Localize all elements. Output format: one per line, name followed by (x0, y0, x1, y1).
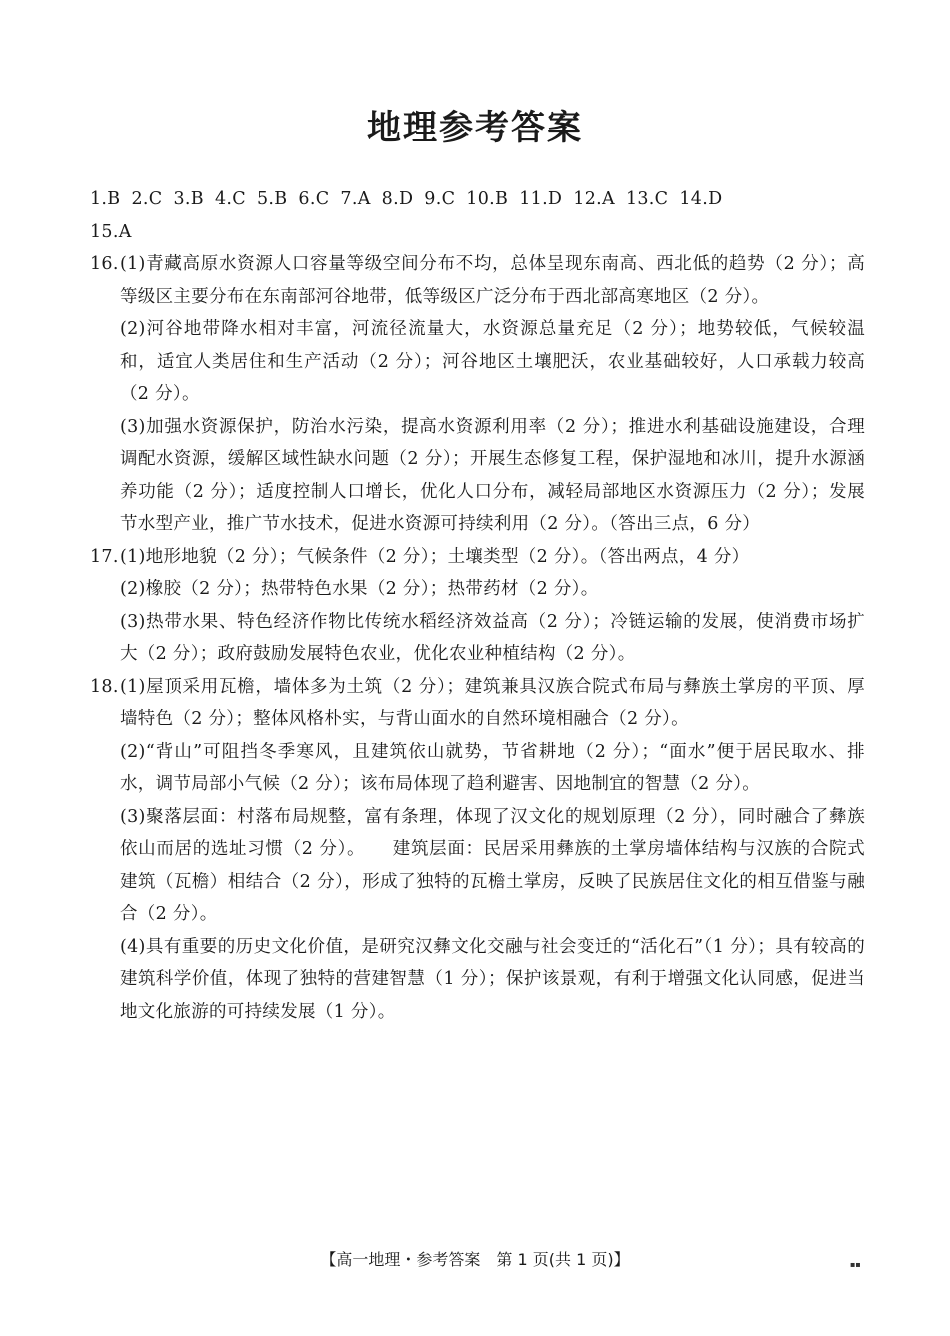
answer-part: (1)屋顶采用瓦檐，墙体多为土筑（2 分）；建筑兼具汉族合院式布局与彝族土掌房的平顶、厚墙特色（2 分）；整体风格朴实，与背山面水的自然环境相融合（2 分）。 (120, 676, 865, 729)
page-footer: 【高一地理・参考答案 第 1 页(共 1 页)】 (320, 1250, 630, 1269)
question-list (90, 248, 865, 1028)
mcq-answer: 7.A (340, 189, 371, 209)
mcq-answer: 9.C (424, 189, 456, 209)
mcq-answer: 8.D (381, 189, 414, 209)
question-block (90, 541, 865, 671)
mcq-answer: 10.B (466, 189, 509, 209)
mcq-answer: 2.C (131, 189, 163, 209)
answer-part: (4)具有重要的历史文化价值，是研究汉彝文化交融与社会变迁的“活化石”（1 分）；具有较高的建筑科学价值，体现了独特的营建智慧（1 分）；保护该景观，有利于增强文化认同感，促进当地文化旅游的可持续发展（1 分）。 (120, 936, 865, 1022)
answer-part: (3)加强水资源保护，防治水污染，提高水资源利用率（2 分）；推进水利基础设施建设，合理调配水资源，缓解区域性缺水问题（2 分）；开展生态修复工程，保护湿地和冰川，提升水源涵养功能（2 分）；适度控制人口增长，优化人口分布，减轻局部地区水资源压力（2 分）；发展节水型产业，推广节水技术，促进水资源可持续利用（2 分）。（答出三点，6 分） (120, 416, 865, 534)
mcq-answers-last: 15.A (90, 221, 132, 242)
answer-part: (2)河谷地带降水相对丰富，河流径流量大，水资源总量充足（2 分）；地势较低，气候较温和，适宜人类居住和生产活动（2 分）；河谷地区土壤肥沃，农业基础较好，人口承载力较高（2 分）。 (120, 319, 865, 404)
page-title: 地理参考答案 (367, 108, 583, 148)
mcq-answers (90, 183, 865, 216)
question-number: 18. (90, 676, 119, 697)
question-number: 17. (90, 546, 119, 567)
question-block (90, 671, 865, 1029)
mcq-answer: 14.D (679, 189, 723, 209)
mcq-answer: 4.C (214, 189, 246, 209)
mcq-answer: 11.D (519, 189, 563, 209)
answer-content (90, 183, 865, 1028)
mcq-answer: 13.C (625, 189, 669, 209)
answer-part: (2)橡胶（2 分）；热带特色水果（2 分）；热带药材（2 分）。 (120, 579, 599, 599)
mcq-answer: 12.A (573, 189, 615, 209)
mcq-answer: 1.B (90, 189, 121, 209)
answer-part: (2)“背山”可阻挡冬季寒风，且建筑依山就势，节省耕地（2 分）；“面水”便于居民取水、排水，调节局部小气候（2 分）；该布局体现了趋利避害、因地制宜的智慧（2 分）。 (120, 741, 865, 794)
answer-part: (1)地形地貌（2 分）；气候条件（2 分）；土壤类型（2 分）。（答出两点，4 分） (120, 546, 750, 567)
corner-mark: ▪▪ (850, 1260, 861, 1269)
answer-part: (1)青藏高原水资源人口容量等级空间分布不均，总体呈现东南高、西北低的趋势（2 分）；高等级区主要分布在东南部河谷地带，低等级区广泛分布于西北部高寒地区（2 分）。 (120, 254, 865, 307)
mcq-answer: 6.C (298, 189, 330, 209)
answer-part: (3)热带水果、特色经济作物比传统水稻经济效益高（2 分）；冷链运输的发展，使消费市场扩大（2 分）；政府鼓励发展特色农业，优化农业种植结构（2 分）。 (120, 611, 865, 664)
mcq-answer: 5.B (256, 189, 288, 209)
answer-part: (3)聚落层面：村落布局规整，富有条理，体现了汉文化的规划原理（2 分），同时融合了彝族依山而居的选址习惯（2 分）。 建筑层面：民居采用彝族的土掌房墙体结构与汉族的合院式建筑（瓦檐）相结合（2 分），形成了独特的瓦檐土掌房，反映了民族居住文化的相互借鉴与融合（2 分）。 (120, 806, 865, 924)
mcq-answer: 3.B (173, 189, 204, 209)
question-block (90, 248, 865, 541)
question-number: 16. (90, 254, 119, 274)
